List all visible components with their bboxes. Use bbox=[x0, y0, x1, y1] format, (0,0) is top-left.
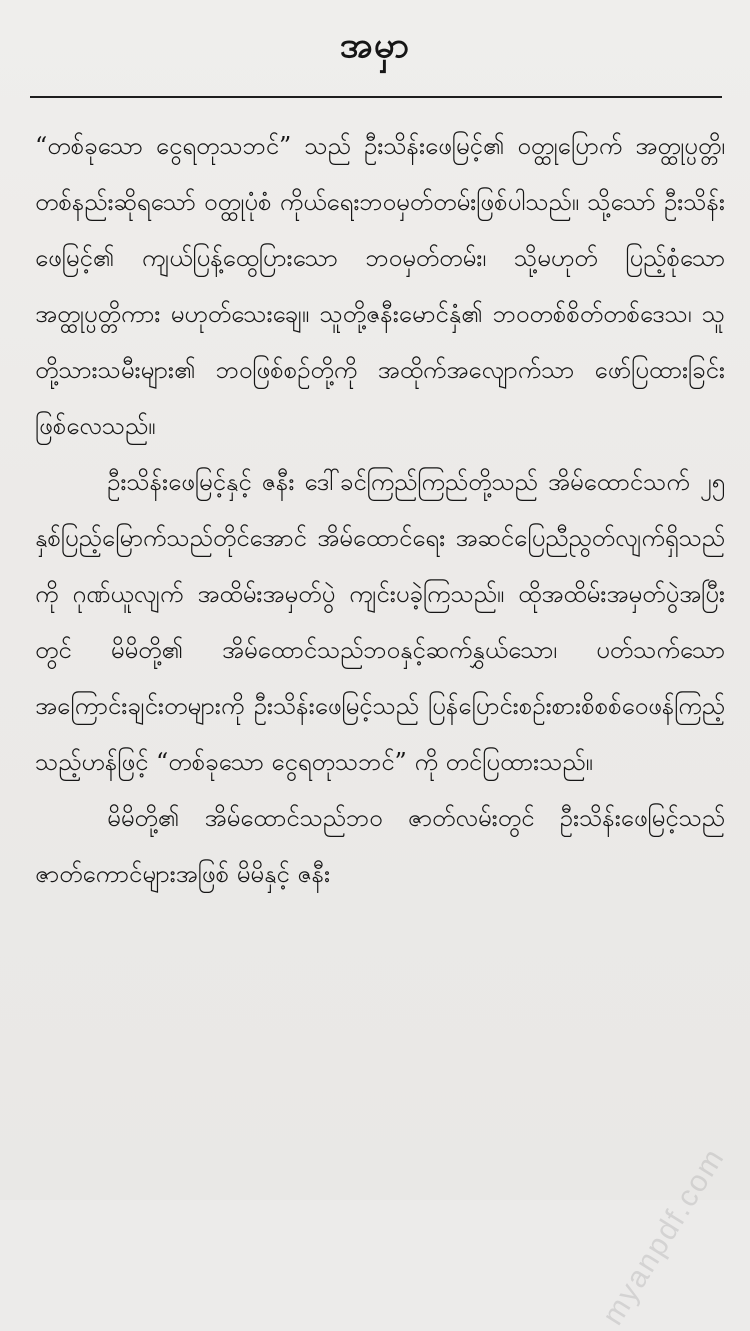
paragraph-2: ဦးသိန်းဖေမြင့်နှင့် ဇနီး ဒေါ်ခင်ကြည်ကြည်တို့သည် အိမ်ထောင်သက် ၂၅ နှစ်ပြည့်မြောက်သည်တိုင်အောင် အိမ်ထောင်ရေး အဆင်ပြေညီညွတ်လျက်ရှိသည်ကို ဂုဏ်ယူလျက် အထိမ်းအမှတ်ပွဲ ကျင်းပခဲ့ကြသည်။ ထိုအထိမ်းအမှတ်ပွဲအပြီးတွင် မိမိတို့၏ အိမ်ထောင်သည်ဘဝနှင့်ဆက်နွှယ်သော၊ ပတ်သက်သော အကြောင်းချင်းတများကို ဦးသိန်းဖေမြင့်သည် ပြန်ပြောင်းစဉ်းစားစိစစ်ဝေဖန်ကြည့်သည့်ဟန်ဖြင့် “တစ်ခုသော ငွေရတုသဘင်” ကို တင်ပြထားသည်။ bbox=[35, 468, 725, 776]
watermark: myanpdf.com bbox=[596, 1141, 732, 1331]
paragraph-3: မိမိတို့၏ အိမ်ထောင်သည်ဘဝ ဇာတ်လမ်းတွင် ဦးသိန်းဖေမြင့်သည် ဇာတ်ကောင်များအဖြစ် မိမိနှင့် ဇနီး bbox=[35, 804, 725, 888]
page-title: အမှာ bbox=[339, 25, 411, 66]
document-body bbox=[35, 118, 725, 902]
title-divider bbox=[30, 96, 722, 98]
paragraph-1: “တစ်ခုသော ငွေရတုသဘင်” သည် ဦးသိန်းဖေမြင့်၏ ဝတ္ထုပြောက် အတ္ထုပ္ပတ္တိ၊ တစ်နည်းဆိုရသော် ဝတ္ထုပုံစံ ကိုယ်ရေးဘဝမှတ်တမ်းဖြစ်ပါသည်။ သို့သော် ဦးသိန်းဖေမြင့်၏ ကျယ်ပြန့်ထွေပြားသော ဘဝမှတ်တမ်း၊ သို့မဟုတ် ပြည့်စုံသော အတ္ထုပ္ပတ္တိကား မဟုတ်သေးချေ။ သူတို့ဇနီးမောင်နှံ၏ ဘဝတစ်စိတ်တစ်ဒေသ၊ သူတို့သားသမီးများ၏ ဘဝဖြစ်စဉ်တို့ကို အထိုက်အလျောက်သာ ဖော်ပြထားခြင်း ဖြစ်လေသည်။ bbox=[35, 132, 725, 440]
